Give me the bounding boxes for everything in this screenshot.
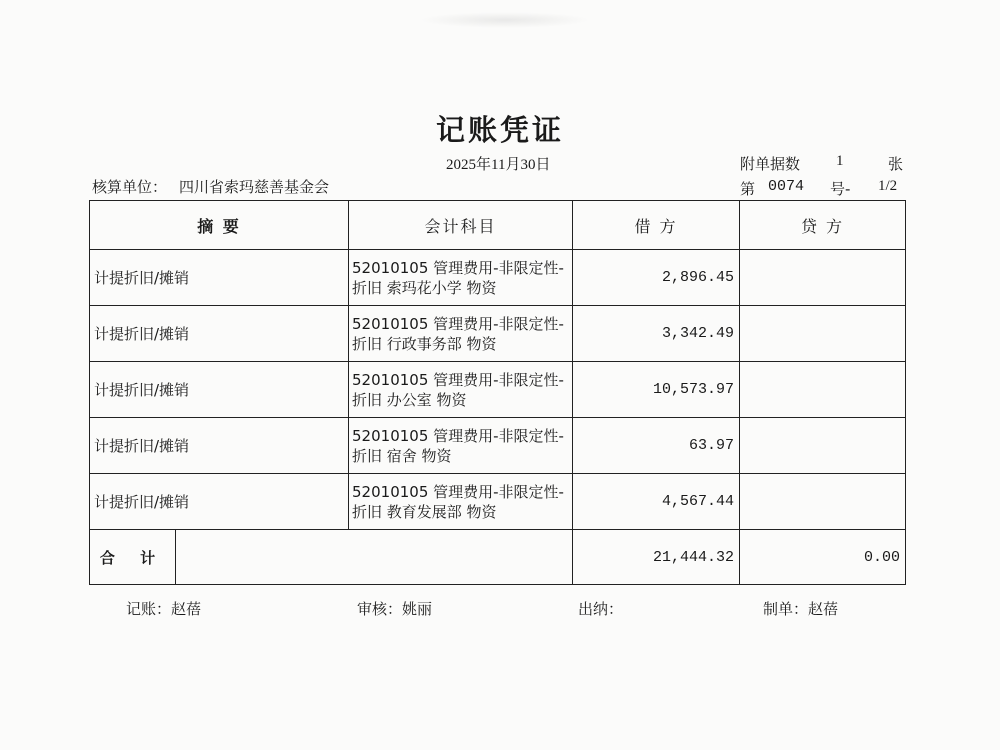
table-row [90, 362, 906, 418]
row-credit [740, 474, 906, 530]
table-row [90, 250, 906, 306]
scan-smudge [420, 12, 590, 28]
row-credit [740, 250, 906, 306]
row-account [349, 474, 573, 530]
total-debit: 21,444.32 [573, 530, 740, 585]
voucher-suffix: 号- [830, 180, 851, 198]
accounting-unit [92, 176, 329, 197]
account-line-2: 折旧 教育发展部 物资 [352, 502, 497, 521]
row-summary: 计提折旧/摊销 [90, 306, 349, 362]
accounting-unit-value: 四川省索玛慈善基金会 [179, 178, 330, 196]
row-account [349, 362, 573, 418]
row-summary: 计提折旧/摊销 [90, 362, 349, 418]
attachment-count [740, 153, 905, 174]
account-line-1: 52010105 管理费用-非限定性- [352, 314, 564, 333]
voucher-number-value: 0074 [768, 178, 805, 195]
row-debit: 4,567.44 [573, 474, 740, 530]
table-row [90, 306, 906, 362]
row-debit: 63.97 [573, 418, 740, 474]
row-summary: 计提折旧/摊销 [90, 250, 349, 306]
table-row [90, 474, 906, 530]
header-summary: 摘 要 [90, 201, 349, 250]
header-account: 会计科目 [349, 201, 573, 250]
account-line-1: 52010105 管理费用-非限定性- [352, 258, 564, 277]
voucher-table [89, 200, 906, 585]
row-account [349, 250, 573, 306]
accounting-unit-label: 核算单位： [92, 178, 168, 196]
account-line-1: 52010105 管理费用-非限定性- [352, 482, 564, 501]
header-credit: 贷 方 [740, 201, 906, 250]
row-debit: 3,342.49 [573, 306, 740, 362]
account-line-2: 折旧 宿舍 物资 [352, 446, 452, 465]
account-line-1: 52010105 管理费用-非限定性- [352, 370, 564, 389]
attachment-unit: 张 [888, 155, 904, 173]
preparer-signature: 制单：赵蓓 [763, 600, 839, 618]
header-debit: 借 方 [573, 201, 740, 250]
row-summary: 计提折旧/摊销 [90, 474, 349, 530]
account-line-2: 折旧 行政事务部 物资 [352, 334, 497, 353]
account-line-2: 折旧 索玛花小学 物资 [352, 278, 497, 297]
row-debit: 2,896.45 [573, 250, 740, 306]
row-credit [740, 418, 906, 474]
voucher-title: 记账凭证 [435, 113, 564, 147]
row-summary: 计提折旧/摊销 [90, 418, 349, 474]
cashier-signature: 出纳： [578, 600, 624, 618]
row-account [349, 418, 573, 474]
voucher-page: 1/2 [878, 178, 898, 194]
attachment-number: 1 [836, 153, 844, 169]
voucher-prefix: 第 [740, 180, 756, 198]
account-line-1: 52010105 管理费用-非限定性- [352, 426, 564, 445]
row-credit [740, 306, 906, 362]
voucher-date: 2025年11月30日 [446, 157, 551, 173]
reviewer-signature: 审核：姚丽 [357, 600, 433, 618]
table-row [90, 418, 906, 474]
account-line-2: 折旧 办公室 物资 [352, 390, 467, 409]
total-label: 合 计 [90, 530, 176, 585]
attachment-label: 附单据数 [740, 155, 801, 173]
row-account [349, 306, 573, 362]
table-header-row [90, 201, 906, 250]
total-row [90, 530, 906, 585]
total-credit: 0.00 [740, 530, 906, 585]
bookkeeper-signature: 记账：赵蓓 [126, 600, 202, 618]
row-credit [740, 362, 906, 418]
row-debit: 10,573.97 [573, 362, 740, 418]
total-blank [176, 530, 573, 585]
